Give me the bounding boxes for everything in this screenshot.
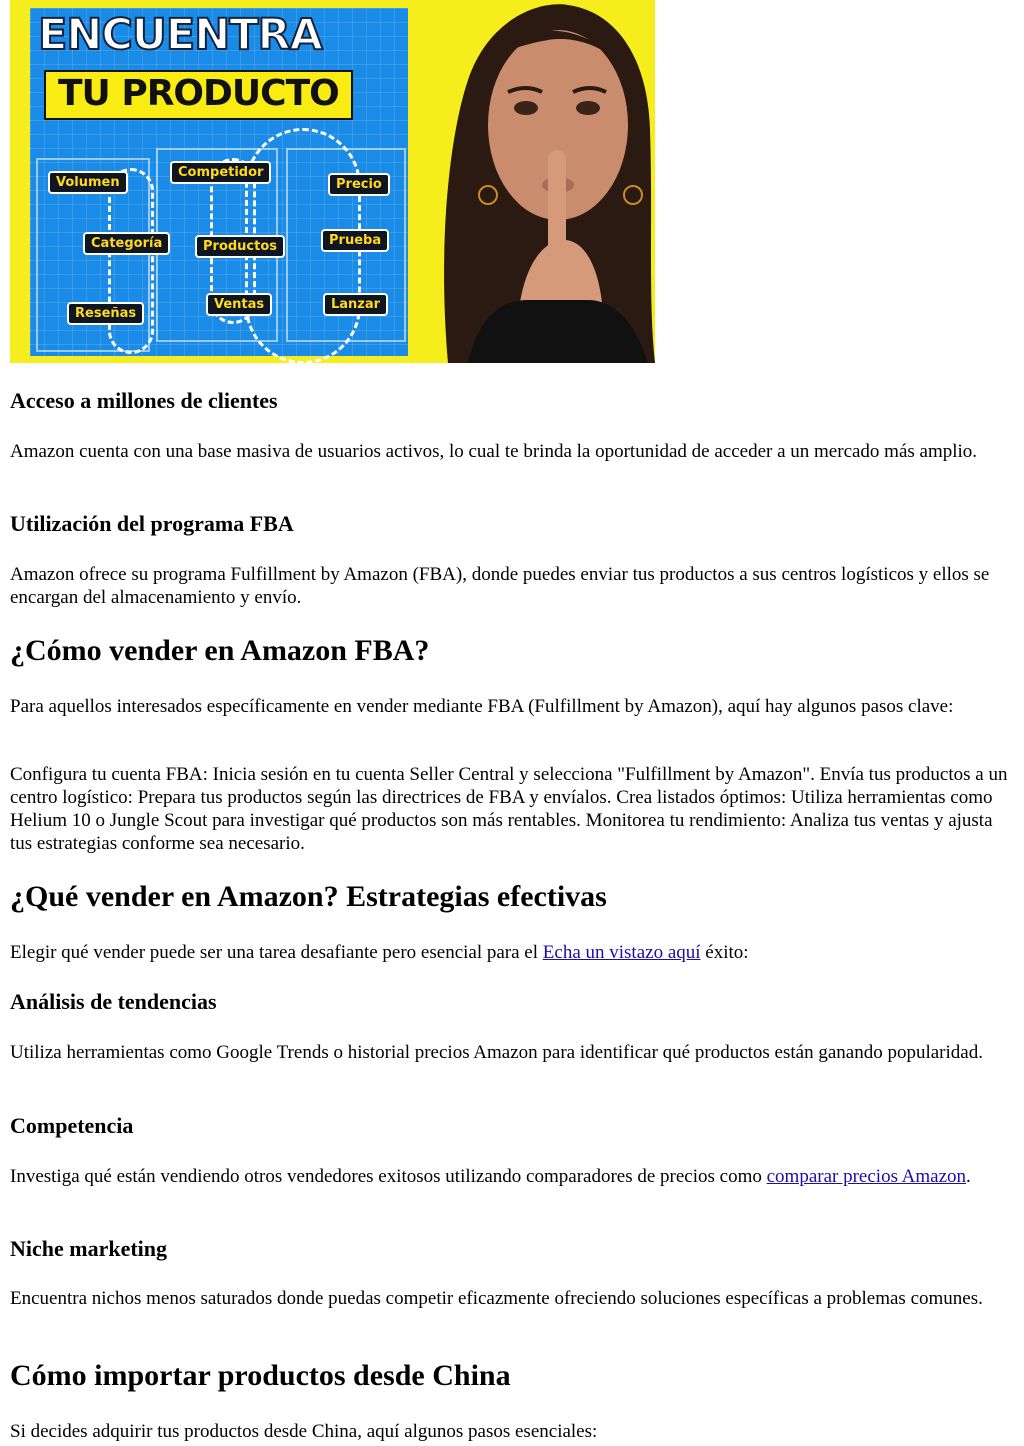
- section-text: Amazon ofrece su programa Fulfillment by Amazon (FBA), donde puedes enviar tus productos a sus centros logísticos y ellos se encargan del almacenamiento y envío.: [10, 564, 990, 608]
- hero-tag: Lanzar: [323, 293, 388, 316]
- s4-text-before: Investiga qué están vendiendo otros vendedores exitosos utilizando comparadores de precios como: [10, 1166, 767, 1187]
- section-text: [10, 1165, 1010, 1188]
- fba-steps: Configura tu cuenta FBA: Inicia sesión en tu cuenta Seller Central y selecciona "Fulfillment by Amazon". Envía tus productos a un centro logístico: Prepara tus productos según las directrices de FBA y envíalos. Crea listados óptimos: Utiliza herramientas como Helium 10 o Jungle Scout para investigar qué productos son más rentables. Monitorea tu rendimiento: Analiza tus ventas y ajusta tus estrategias conforme sea necesario.: [10, 764, 1008, 854]
- article: [10, 0, 1014, 1442]
- section-text: Utiliza herramientas como Google Trends o historial precios Amazon para identificar qué productos están ganando popularidad.: [10, 1042, 983, 1063]
- hero-tag: Ventas: [206, 293, 272, 316]
- section-text: Amazon cuenta con una base masiva de usuarios activos, lo cual te brinda la oportunidad de acceder a un mercado más amplio.: [10, 441, 978, 462]
- hero-thumbnail: [10, 0, 655, 363]
- hero-tag: Volumen: [48, 171, 128, 194]
- echa-un-vistazo-link[interactable]: Echa un vistazo aquí: [542, 942, 701, 963]
- que-text-after: éxito:: [700, 942, 749, 963]
- hero-tag: Reseñas: [67, 302, 144, 325]
- hero-tag: Prueba: [321, 229, 389, 252]
- section-heading: Acceso a millones de clientes: [10, 388, 278, 413]
- hero-title-line2: TU PRODUCTO: [44, 70, 353, 120]
- section-text: Encuentra nichos menos saturados donde puedas competir eficazmente ofreciendo soluciones específicas a problemas comunes.: [10, 1288, 983, 1309]
- section-heading: Niche marketing: [10, 1236, 168, 1261]
- section-heading: Utilización del programa FBA: [10, 511, 294, 536]
- heading-china: Cómo importar productos desde China: [10, 1359, 511, 1392]
- woman-shush-photo: [408, 0, 655, 363]
- heading-que-vender: ¿Qué vender en Amazon? Estrategias efectivas: [10, 880, 607, 913]
- hero-tag: Productos: [195, 235, 285, 258]
- hero-tag: Competidor: [170, 161, 271, 184]
- section-heading: Competencia: [10, 1113, 134, 1138]
- que-vender-text: [10, 941, 1010, 964]
- fba-intro: Para aquellos interesados específicamente en vender mediante FBA (Fulfillment by Amazon), aquí hay algunos pasos clave:: [10, 696, 954, 717]
- que-text-before: Elegir qué vender puede ser una tarea desafiante pero esencial para el: [10, 942, 543, 963]
- china-text: Si decides adquirir tus productos desde China, aquí algunos pasos esenciales:: [10, 1421, 598, 1442]
- section-heading: Análisis de tendencias: [10, 989, 217, 1014]
- hero-title-line1: ENCUENTRA: [38, 10, 322, 60]
- comparar-precios-link[interactable]: comparar precios Amazon: [766, 1166, 967, 1187]
- heading-fba: ¿Cómo vender en Amazon FBA?: [10, 634, 430, 667]
- s4-text-after: .: [966, 1166, 971, 1187]
- hero-tag: Categoría: [83, 232, 170, 255]
- hero-tag: Precio: [328, 173, 390, 196]
